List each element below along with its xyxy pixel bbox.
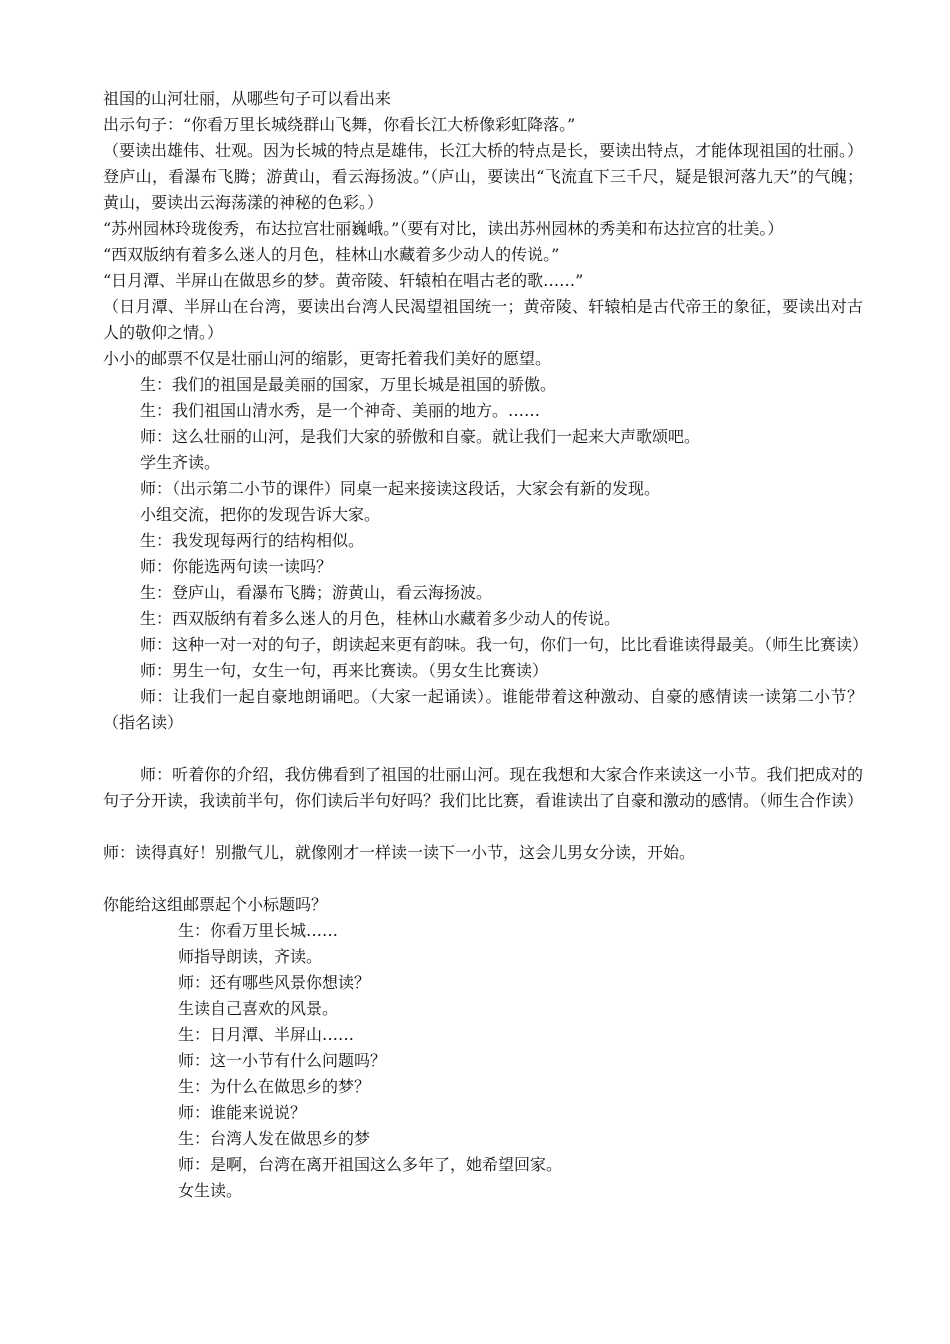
paragraph: 生：你看万里长城…… [178, 921, 339, 940]
paragraph: 师：你能选两句读一读吗？ [140, 557, 333, 576]
paragraph: 小组交流，把你的发现告诉大家。 [140, 505, 381, 524]
paragraph: 生：登庐山，看瀑布飞腾；游黄山，看云海扬波。 [140, 583, 493, 602]
paragraph: 生：西双版纳有着多么迷人的月色，桂林山水藏着多少动人的传说。 [140, 609, 621, 628]
paragraph: “西双版纳有着多么迷人的月色，桂林山水藏着多少动人的传说。” [103, 245, 560, 264]
blank-line [103, 814, 863, 840]
paragraph: 学生齐读。 [140, 453, 221, 472]
document-page [103, 86, 869, 1204]
paragraph: 生：我发现每两行的结构相似。 [140, 531, 365, 550]
paragraph: 生：日月潭、半屏山…… [178, 1025, 355, 1044]
blank-line [103, 736, 863, 762]
paragraph: 生：我们祖国山清水秀，是一个神奇、美丽的地方。…… [140, 401, 541, 420]
paragraph: 登庐山，看瀑布飞腾；游黄山，看云海扬波。”（庐山，要读出“飞流直下三千尺，疑是银河落九天”的气魄；黄山，要读出云海荡漾的神秘的色彩。） [103, 167, 863, 212]
paragraph: 小小的邮票不仅是壮丽山河的缩影，更寄托着我们美好的愿望。 [103, 349, 552, 368]
paragraph: 师：这么壮丽的山河，是我们大家的骄傲和自豪。就让我们一起来大声歌颂吧。 [140, 427, 701, 446]
paragraph: 师：男生一句，女生一句，再来比赛读。（男女生比赛读） [140, 661, 549, 680]
paragraph: 师：让我们一起自豪地朗诵吧。（大家一起诵读）。谁能带着这种激动、自豪的感情读一读第二小节？（指名读） [103, 687, 863, 732]
paragraph: “日月潭、半屏山在做思乡的梦。黄帝陵、轩辕柏在唱古老的歌……” [103, 271, 584, 290]
paragraph: 师：是啊，台湾在离开祖国这么多年了，她希望回家。 [178, 1155, 563, 1174]
paragraph: 出示句子：“你看万里长城绕群山飞舞，你看长江大桥像彩虹降落。” [103, 115, 576, 134]
paragraph: 师指导朗读，齐读。 [178, 947, 323, 966]
paragraph: 生：我们的祖国是最美丽的国家，万里长城是祖国的骄傲。 [140, 375, 557, 394]
paragraph: 师：还有哪些风景你想读？ [178, 973, 371, 992]
paragraph: 师：这种一对一对的句子，朗读起来更有韵味。我一句，你们一句，比比看谁读得最美。（师生比赛读） [140, 635, 869, 654]
paragraph: 祖国的山河壮丽，从哪些句子可以看出来 [103, 89, 392, 108]
paragraph: （要读出雄伟、壮观。因为长城的特点是雄伟，长江大桥的特点是长，要读出特点，才能体现祖国的壮丽。） [103, 141, 864, 160]
paragraph: 师：（出示第二小节的课件）同桌一起来接读这段话，大家会有新的发现。 [140, 479, 661, 498]
paragraph: 生：为什么在做思乡的梦？ [178, 1077, 371, 1096]
paragraph: 师：听着你的介绍，我仿佛看到了祖国的壮丽山河。现在我想和大家合作来读这一小节。我们把成对的句子分开读，我读前半句，你们读后半句好吗？我们比比赛，看谁读出了自豪和激动的感情。（师生合作读） [103, 765, 864, 810]
paragraph: 生：台湾人发在做思乡的梦 [178, 1129, 371, 1148]
paragraph: （日月潭、半屏山在台湾，要读出台湾人民渴望祖国统一；黄帝陵、轩辕柏是古代帝王的象征，要读出对古人的敬仰之情。） [103, 297, 863, 342]
paragraph: 师：读得真好！别撒气儿，就像刚才一样读一读下一小节，这会儿男女分读，开始。 [103, 843, 696, 862]
paragraph: 女生读。 [178, 1181, 243, 1200]
paragraph: 师：这一小节有什么问题吗？ [178, 1051, 387, 1070]
paragraph: 师：谁能来说说？ [178, 1103, 307, 1122]
blank-line [103, 866, 863, 892]
paragraph: “苏州园林玲珑俊秀，布达拉宫壮丽巍峨。”（要有对比，读出苏州园林的秀美和布达拉宫的壮美。） [103, 219, 784, 238]
paragraph: 生读自己喜欢的风景。 [178, 999, 339, 1018]
paragraph: 你能给这组邮票起个小标题吗？ [103, 895, 328, 914]
